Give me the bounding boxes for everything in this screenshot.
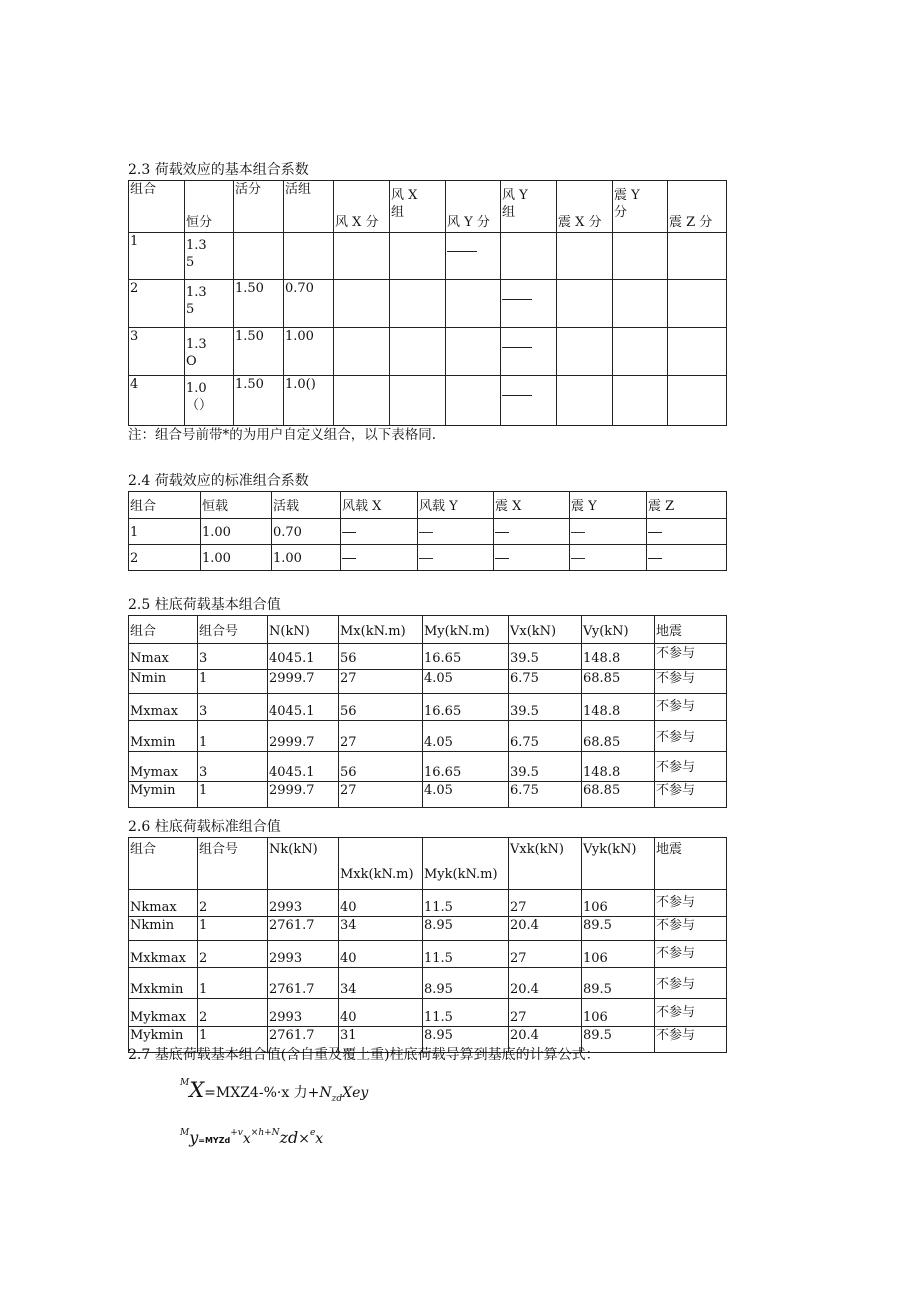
header-cell (390, 181, 446, 233)
row-label: Mxmax (129, 694, 198, 721)
cell-n: 2761.7 (268, 968, 339, 999)
header-cell: 组合 (129, 616, 198, 644)
cell-vy: 68.85 (582, 782, 655, 808)
header-cell: N(kN) (268, 616, 339, 644)
cell-no: 2 (198, 999, 268, 1027)
formula-part: zd (279, 1128, 299, 1147)
header-cell: 地震 (655, 838, 727, 890)
cell (390, 376, 446, 426)
cell (668, 328, 727, 376)
dash-mark (419, 532, 433, 533)
cell-no: 2 (198, 941, 268, 968)
header-cell: 组合 (129, 181, 185, 233)
cell-mx: 34 (339, 917, 423, 941)
cell-vx: 27 (509, 890, 582, 917)
huo-fen-cell: 1.50 (234, 376, 284, 426)
dash-mark (502, 347, 532, 348)
header-cell: Vyk(kN) (582, 838, 655, 890)
formula-part: e (309, 1128, 316, 1138)
table-body (129, 644, 727, 808)
cell (446, 376, 501, 426)
cell-n: 2761.7 (268, 1027, 339, 1053)
table-row (129, 721, 727, 752)
cell-my: 11.5 (423, 941, 509, 968)
header-cell: 组合号 (198, 838, 268, 890)
cell-eq: 不参与 (655, 782, 727, 808)
cell-vy: 89.5 (582, 1027, 655, 1053)
huo-fen-cell: 1.50 (234, 280, 284, 328)
cell-vx: 39.5 (509, 694, 582, 721)
cell-n: 4045.1 (268, 694, 339, 721)
cell (418, 545, 494, 571)
header-cell: Mx(kN.m) (339, 616, 423, 644)
cell-mx: 40 (339, 890, 423, 917)
formula-part: ×h+N (250, 1128, 280, 1138)
cell-n: 2999.7 (268, 670, 339, 694)
dash-mark (571, 532, 585, 533)
formula-part: M (180, 1078, 190, 1088)
header-cell: Vy(kN) (582, 616, 655, 644)
cell (557, 328, 613, 376)
cell (668, 280, 727, 328)
header-line: 震 Y (614, 188, 640, 203)
cell (334, 233, 390, 280)
cell-n: 2993 (268, 941, 339, 968)
value-line: 5 (186, 302, 195, 317)
row-id: 3 (129, 328, 185, 376)
cell-my: 8.95 (423, 917, 509, 941)
cell-no: 1 (198, 721, 268, 752)
header-cell (501, 181, 557, 233)
formula-part: y (189, 1128, 199, 1147)
table-row (129, 941, 727, 968)
cell-vy: 148.8 (582, 694, 655, 721)
cell (647, 519, 727, 545)
cell-eq: 不参与 (655, 644, 727, 670)
cell (418, 519, 494, 545)
cell (501, 328, 557, 376)
formula-part: × (298, 1131, 310, 1147)
huo-cell: 1.00 (272, 545, 341, 571)
header-cell: 组合 (129, 838, 198, 890)
cell-eq: 不参与 (655, 917, 727, 941)
heng-cell: 1.00 (201, 545, 272, 571)
value-line: O (186, 354, 197, 369)
cell (390, 233, 446, 280)
cell (334, 328, 390, 376)
cell-my: 16.65 (423, 694, 509, 721)
table-row (129, 519, 727, 545)
cell-vx: 39.5 (509, 644, 582, 670)
cell (613, 233, 668, 280)
cell-no: 2 (198, 890, 268, 917)
header-cell: Myk(kN.m) (423, 838, 509, 890)
cell-eq: 不参与 (655, 890, 727, 917)
cell (501, 233, 557, 280)
section-2-6-heading: 2.6 柱底荷载标准组合值 (128, 819, 281, 835)
cell-no: 1 (198, 968, 268, 999)
formula-part: x (315, 1131, 324, 1147)
header-cell: 风载 X (341, 492, 418, 519)
header-cell: 组合 (129, 492, 201, 519)
cell (494, 545, 570, 571)
table-row (129, 999, 727, 1027)
cell-eq: 不参与 (655, 694, 727, 721)
heng-fen-cell (185, 376, 234, 426)
header-cell: 风 X 分 (334, 181, 390, 233)
cell-vx: 27 (509, 941, 582, 968)
cell-vx: 39.5 (509, 752, 582, 782)
cell-mx: 27 (339, 670, 423, 694)
row-id: 2 (129, 280, 185, 328)
cell (446, 233, 501, 280)
table-row (129, 890, 727, 917)
cell-my: 16.65 (423, 644, 509, 670)
formula-part: =MXZ4-%·x 力+ (204, 1085, 320, 1101)
cell (613, 376, 668, 426)
row-label: Mykmin (129, 1027, 198, 1053)
cell-mx: 40 (339, 999, 423, 1027)
huo-fen-cell (234, 233, 284, 280)
cell-eq: 不参与 (655, 752, 727, 782)
cell-mx: 56 (339, 752, 423, 782)
column-base-basic-combination-table (128, 615, 727, 808)
cell (341, 519, 418, 545)
cell-eq: 不参与 (655, 1027, 727, 1053)
cell (341, 545, 418, 571)
cell (557, 376, 613, 426)
cell-my: 11.5 (423, 999, 509, 1027)
huo-zu-cell (284, 233, 334, 280)
cell (446, 280, 501, 328)
row-label: Mxkmin (129, 968, 198, 999)
cell (494, 519, 570, 545)
huo-zu-cell: 1.0() (284, 376, 334, 426)
header-cell: 恒分 (185, 181, 234, 233)
dash-mark (648, 532, 662, 533)
cell-eq: 不参与 (655, 968, 727, 999)
row-label: Mykmax (129, 999, 198, 1027)
header-line: 风 Y (502, 188, 528, 203)
table-note: 注：组合号前带*的为用户自定义组合，以下表格同. (128, 427, 437, 443)
cell (668, 233, 727, 280)
value-line: 1.3 (186, 337, 207, 352)
cell-my: 4.05 (423, 782, 509, 808)
cell-vy: 148.8 (582, 752, 655, 782)
cell-vy: 148.8 (582, 644, 655, 670)
cell-my: 16.65 (423, 752, 509, 782)
formula-part: Xey (342, 1085, 369, 1101)
cell-vy: 106 (582, 999, 655, 1027)
header-line: 组 (502, 205, 516, 220)
header-cell: 地震 (655, 616, 727, 644)
cell-vy: 68.85 (582, 670, 655, 694)
cell-n: 2999.7 (268, 782, 339, 808)
cell (647, 545, 727, 571)
cell-my: 4.05 (423, 721, 509, 752)
cell-n: 2999.7 (268, 721, 339, 752)
table-row (129, 280, 727, 328)
row-label: Nkmax (129, 890, 198, 917)
cell (390, 328, 446, 376)
cell-vx: 27 (509, 999, 582, 1027)
cell-my: 8.95 (423, 1027, 509, 1053)
table-header-row (129, 181, 727, 233)
heng-fen-cell (185, 233, 234, 280)
table-row (129, 328, 727, 376)
cell (570, 545, 647, 571)
header-cell: 活组 (284, 181, 334, 233)
table-header-row (129, 838, 727, 890)
cell (501, 376, 557, 426)
header-cell: 活分 (234, 181, 284, 233)
formula-part: M (180, 1128, 190, 1138)
header-line: 分 (614, 205, 628, 220)
cell-n: 2993 (268, 999, 339, 1027)
value-line: （） (186, 398, 213, 413)
section-2-7-heading: 2.7 基底荷载基本组合值(含自重及覆土重)柱底荷载导算到基底的计算公式： (128, 1047, 600, 1063)
row-label: Mymax (129, 752, 198, 782)
table-row (129, 644, 727, 670)
heng-fen-cell (185, 328, 234, 376)
cell-mx: 31 (339, 1027, 423, 1053)
cell-no: 3 (198, 694, 268, 721)
basic-combination-coefficient-table (128, 180, 727, 426)
cell (334, 280, 390, 328)
header-line: 风 X (391, 188, 418, 203)
dash-mark (447, 251, 477, 252)
cell-my: 8.95 (423, 968, 509, 999)
cell (668, 376, 727, 426)
table-row (129, 968, 727, 999)
header-cell (613, 181, 668, 233)
header-cell: 风 Y 分 (446, 181, 501, 233)
cell-n: 4045.1 (268, 752, 339, 782)
row-label: Nmin (129, 670, 198, 694)
cell-eq: 不参与 (655, 670, 727, 694)
cell-my: 11.5 (423, 890, 509, 917)
formula-part: =MYZd (198, 1136, 231, 1145)
cell-no: 1 (198, 670, 268, 694)
huo-zu-cell: 0.70 (284, 280, 334, 328)
cell-n: 4045.1 (268, 644, 339, 670)
cell-vy: 89.5 (582, 968, 655, 999)
table-header-row (129, 492, 727, 519)
table-row (129, 233, 727, 280)
cell-eq: 不参与 (655, 721, 727, 752)
column-base-standard-combination-table (128, 837, 727, 1053)
cell-no: 1 (198, 917, 268, 941)
cell (446, 328, 501, 376)
row-label: Nmax (129, 644, 198, 670)
header-cell: 恒载 (201, 492, 272, 519)
formula-part: +v (230, 1128, 243, 1138)
formula-part: zd (331, 1093, 343, 1104)
cell-vy: 106 (582, 941, 655, 968)
value-line: 5 (186, 255, 195, 270)
header-cell: 风载 Y (418, 492, 494, 519)
section-2-3-heading: 2.3 荷载效应的基本组合系数 (128, 162, 309, 178)
table-row (129, 545, 727, 571)
cell-vx: 20.4 (509, 917, 582, 941)
value-line: 1.0 (186, 381, 207, 396)
cell-eq: 不参与 (655, 941, 727, 968)
dash-mark (419, 558, 433, 559)
cell (390, 280, 446, 328)
cell-vx: 6.75 (509, 721, 582, 752)
table-body (129, 890, 727, 1053)
standard-combination-coefficient-table (128, 491, 727, 571)
row-id: 2 (129, 545, 201, 571)
huo-zu-cell: 1.00 (284, 328, 334, 376)
cell (570, 519, 647, 545)
header-cell: Vxk(kN) (509, 838, 582, 890)
huo-cell: 0.70 (272, 519, 341, 545)
formula-part: X (189, 1078, 205, 1102)
table-header-row (129, 616, 727, 644)
huo-fen-cell: 1.50 (234, 328, 284, 376)
header-cell: Vx(kN) (509, 616, 582, 644)
dash-mark (342, 558, 356, 559)
header-cell: 震 X 分 (557, 181, 613, 233)
row-label: Nkmin (129, 917, 198, 941)
dash-mark (571, 558, 585, 559)
header-cell: My(kN.m) (423, 616, 509, 644)
header-cell: 震 X (494, 492, 570, 519)
table-row (129, 917, 727, 941)
section-2-4-heading: 2.4 荷载效应的标准组合系数 (128, 473, 309, 489)
dash-mark (495, 558, 509, 559)
cell (613, 280, 668, 328)
table-row (129, 782, 727, 808)
value-line: 1.3 (186, 238, 207, 253)
table-row (129, 694, 727, 721)
dash-mark (342, 532, 356, 533)
cell-mx: 40 (339, 941, 423, 968)
cell-vx: 6.75 (509, 782, 582, 808)
formula-part: x (242, 1131, 251, 1147)
cell-n: 2993 (268, 890, 339, 917)
cell-mx: 56 (339, 644, 423, 670)
header-cell: Nk(kN) (268, 838, 339, 890)
cell-no: 3 (198, 644, 268, 670)
row-id: 1 (129, 233, 185, 280)
header-cell: 组合号 (198, 616, 268, 644)
table-row (129, 376, 727, 426)
dash-mark (502, 395, 532, 396)
cell (613, 328, 668, 376)
cell-n: 2761.7 (268, 917, 339, 941)
value-line: 1.3 (186, 285, 207, 300)
formula-part: N (319, 1085, 332, 1101)
section-2-5-heading: 2.5 柱底荷载基本组合值 (128, 597, 281, 613)
cell-eq: 不参与 (655, 999, 727, 1027)
formula-mx (180, 1078, 368, 1104)
dash-mark (648, 558, 662, 559)
formula-my (180, 1128, 323, 1147)
header-cell: 震 Z (647, 492, 727, 519)
header-cell: 震 Z 分 (668, 181, 727, 233)
cell-mx: 27 (339, 782, 423, 808)
table-row (129, 752, 727, 782)
heng-fen-cell (185, 280, 234, 328)
dash-mark (495, 532, 509, 533)
header-cell: Mxk(kN.m) (339, 838, 423, 890)
heng-cell: 1.00 (201, 519, 272, 545)
dash-mark (502, 299, 532, 300)
cell-mx: 56 (339, 694, 423, 721)
header-cell: 震 Y (570, 492, 647, 519)
row-id: 4 (129, 376, 185, 426)
cell-no: 1 (198, 782, 268, 808)
cell-vx: 6.75 (509, 670, 582, 694)
cell (501, 280, 557, 328)
table-row (129, 670, 727, 694)
row-id: 1 (129, 519, 201, 545)
row-label: Mxmin (129, 721, 198, 752)
header-line: 组 (391, 205, 405, 220)
cell-mx: 34 (339, 968, 423, 999)
cell-my: 4.05 (423, 670, 509, 694)
cell (557, 280, 613, 328)
cell (334, 376, 390, 426)
row-label: Mxkmax (129, 941, 198, 968)
header-cell: 活载 (272, 492, 341, 519)
cell-vy: 89.5 (582, 917, 655, 941)
cell-vx: 20.4 (509, 968, 582, 999)
cell-no: 1 (198, 1027, 268, 1053)
row-label: Mymin (129, 782, 198, 808)
cell-vy: 68.85 (582, 721, 655, 752)
cell-mx: 27 (339, 721, 423, 752)
cell-vy: 106 (582, 890, 655, 917)
cell-vx: 20.4 (509, 1027, 582, 1053)
cell-no: 3 (198, 752, 268, 782)
cell (557, 233, 613, 280)
